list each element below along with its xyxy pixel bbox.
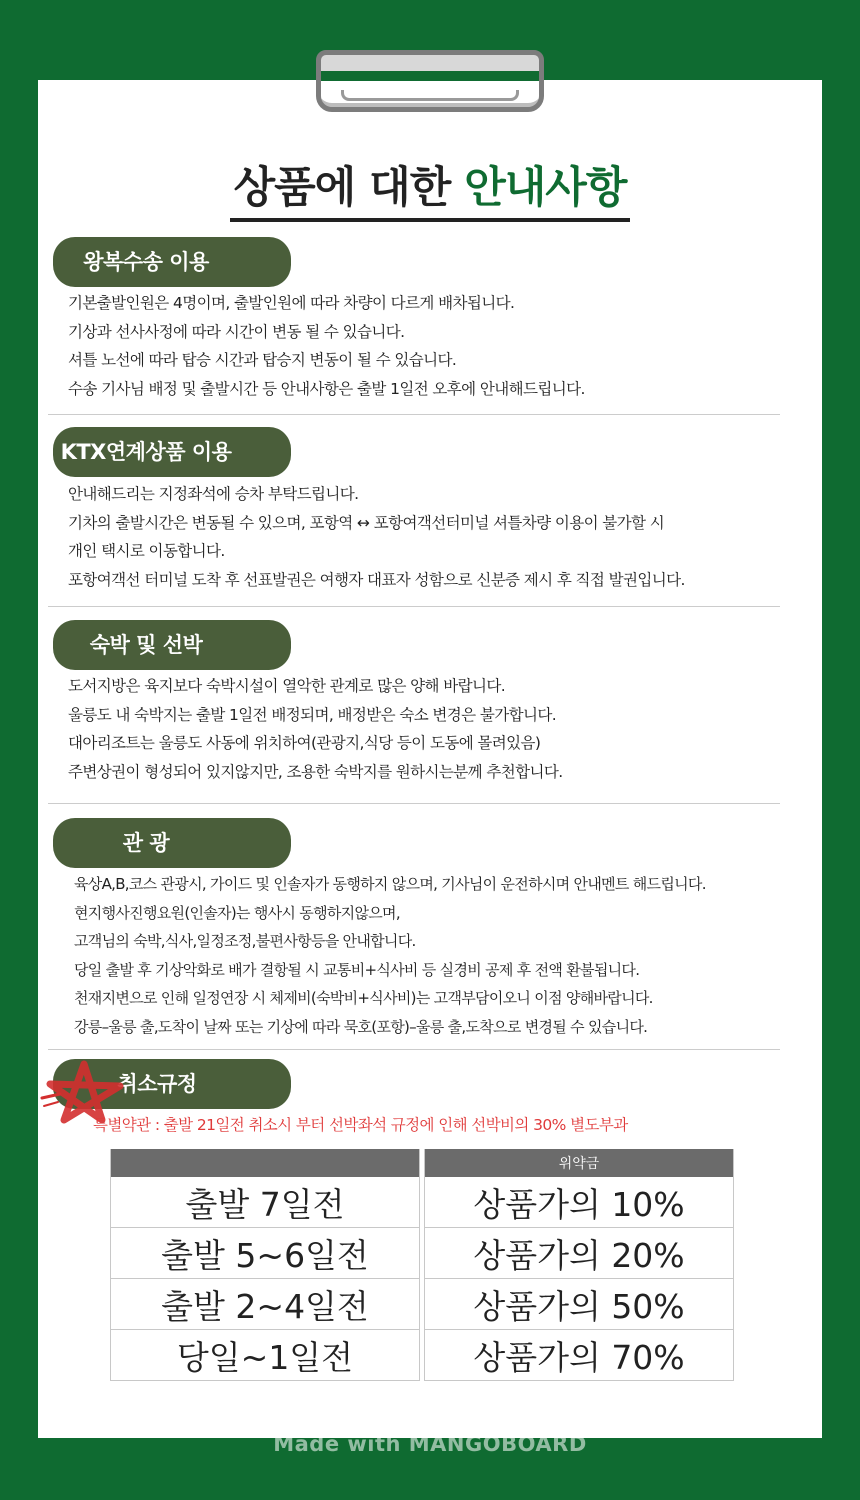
cancellation-fee-table [110, 1149, 734, 1381]
list-item: 당일 출발 후 기상악화로 배가 결항될 시 교통비+식사비 등 실경비 공제 후 전액 환불됩니다. [74, 960, 640, 979]
list-item: 대아리조트는 울릉도 사동에 위치하여(관광지,식당 등이 도동에 몰려있음) [68, 734, 541, 752]
table-cell: 출발 2~4일전 [110, 1279, 420, 1330]
list-item: 안내해드리는 지정좌석에 승차 부탁드립니다. [68, 485, 359, 503]
table-row [110, 1279, 734, 1330]
section-body-lodging [68, 672, 563, 786]
table-row [110, 1228, 734, 1279]
section-heading-round-trip: 왕복수송 이용 [53, 237, 291, 287]
table-cell: 상품가의 50% [424, 1279, 734, 1330]
list-item: 기본출발인원은 4명이며, 출발인원에 따라 차량이 다르게 배차됩니다. [68, 294, 515, 312]
table-row [110, 1330, 734, 1381]
list-item: 수송 기사님 배정 및 출발시간 등 안내사항은 출발 1일전 오후에 안내해드립니다. [68, 379, 585, 398]
list-item: 셔틀 노선에 따라 탑승 시간과 탑승지 변동이 될 수 있습니다. [68, 351, 457, 369]
special-terms-notice: 특별약관 : 출발 21일전 취소시 부터 선박좌석 규정에 인해 선박비의 30% 별도부과 [93, 1116, 628, 1134]
table-cell: 상품가의 10% [424, 1177, 734, 1228]
section-heading-tour: 관 광 [53, 818, 291, 868]
list-item: 천재지변으로 인해 일정연장 시 체제비(숙박비+식사비)는 고객부담이오니 이점 양해바랍니다. [74, 989, 653, 1007]
divider [48, 606, 780, 607]
list-item: 강릉–울릉 출,도착이 날짜 또는 기상에 따라 묵호(포항)–울릉 출,도착으로 변경될 수 있습니다. [74, 1017, 648, 1036]
divider [48, 1049, 780, 1050]
title-main: 상품에 대한 [233, 163, 465, 213]
clipboard-clip-icon [316, 50, 544, 112]
divider [48, 803, 780, 804]
table-cell: 상품가의 70% [424, 1330, 734, 1381]
table-cell: 상품가의 20% [424, 1228, 734, 1279]
list-item: 포항여객선 터미널 도착 후 선표발권은 여행자 대표자 성함으로 신분증 제시 후 직접 발권입니다. [68, 570, 685, 589]
table-header-cell [110, 1149, 420, 1177]
list-item: 개인 택시로 이동합니다. [68, 542, 225, 560]
table-header-cell: 위약금 [424, 1149, 734, 1177]
table-cell: 출발 7일전 [110, 1177, 420, 1228]
watermark: Made with MANGOBOARD [273, 1432, 587, 1456]
page-title [0, 162, 860, 222]
list-item: 주변상권이 형성되어 있지않지만, 조용한 숙박지를 원하시는분께 추천합니다. [68, 762, 563, 781]
table-header-row [110, 1149, 734, 1177]
section-heading-lodging: 숙박 및 선박 [53, 620, 291, 670]
list-item: 육상A,B,코스 관광시, 가이드 및 인솔자가 동행하지 않으며, 기사님이 운전하시며 안내멘트 해드립니다. [74, 875, 706, 893]
list-item: 기상과 선사사정에 따라 시간이 변동 될 수 있습니다. [68, 322, 405, 341]
section-body-round-trip [68, 289, 585, 403]
list-item: 기차의 출발시간은 변동될 수 있으며, 포항역 ↔ 포항여객선터미널 셔틀차량 이용이 불가할 시 [68, 513, 665, 532]
list-item: 현지행사진행요원(인솔자)는 행사시 동행하지않으며, [74, 903, 400, 922]
divider [48, 414, 780, 415]
list-item: 고객님의 숙박,식사,일정조정,불편사항등을 안내합니다. [74, 932, 416, 950]
table-row [110, 1177, 734, 1228]
table-cell: 당일~1일전 [110, 1330, 420, 1381]
list-item: 도서지방은 육지보다 숙박시설이 열악한 관계로 많은 양해 바랍니다. [68, 677, 506, 695]
title-accent: 안내사항 [464, 163, 627, 213]
table-cell: 출발 5~6일전 [110, 1228, 420, 1279]
section-heading-cancel: 취소규정 [53, 1059, 291, 1109]
section-heading-ktx: KTX연계상품 이용 [53, 427, 291, 477]
section-body-tour [74, 870, 706, 1041]
list-item: 울릉도 내 숙박지는 출발 1일전 배정되며, 배정받은 숙소 변경은 불가합니다. [68, 705, 557, 724]
section-body-ktx [68, 480, 685, 594]
